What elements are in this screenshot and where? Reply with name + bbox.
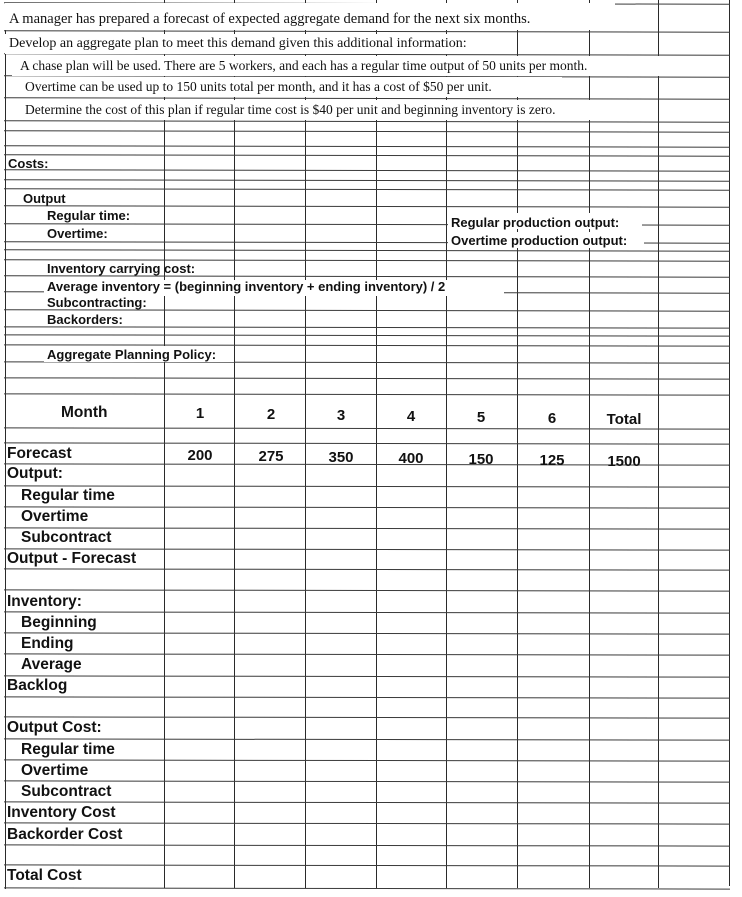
total-cost-label: Total Cost (7, 867, 82, 884)
grid-horizontal-line (4, 696, 730, 698)
aggregate-planning-policy-label: Aggregate Planning Policy: (47, 347, 217, 362)
total-header: Total (606, 411, 642, 428)
grid-horizontal-line (4, 145, 730, 147)
grid-horizontal-line (4, 154, 730, 156)
cost-subcontract-label: Subcontract (21, 783, 112, 800)
inventory-cost-label: Inventory Cost (7, 804, 116, 821)
grid-vertical-line (164, 0, 165, 888)
grid-horizontal-line (4, 179, 730, 181)
grid-vertical-line (305, 0, 306, 888)
costs-output-label: Output (23, 191, 66, 206)
month-3: 3 (336, 407, 346, 424)
month-header: Month (61, 404, 108, 421)
grid-horizontal-line (4, 506, 730, 508)
grid-horizontal-line (4, 887, 730, 889)
forecast-month-5: 150 (468, 451, 494, 468)
grid-horizontal-line (4, 442, 730, 444)
forecast-month-1: 200 (187, 447, 213, 464)
cost-regular-time-label: Regular time (21, 741, 115, 758)
costs-title: Costs: (8, 156, 49, 171)
inventory-average-label: Average (21, 656, 82, 673)
grid-horizontal-line (4, 822, 730, 824)
subcontracting-label: Subcontracting: (47, 295, 147, 310)
output-minus-forecast-label: Output - Forecast (7, 550, 137, 567)
grid-horizontal-line (4, 249, 730, 251)
month-4: 4 (406, 408, 416, 425)
grid-horizontal-line (4, 653, 730, 655)
costs-overtime-label: Overtime: (47, 226, 108, 241)
grid-horizontal-line (4, 130, 730, 132)
grid-horizontal-line (4, 611, 730, 613)
grid-horizontal-line (4, 864, 730, 866)
cost-overtime-label: Overtime (21, 762, 89, 779)
inventory-beginning-label: Beginning (21, 614, 97, 631)
grid-horizontal-line (4, 393, 730, 395)
month-1: 1 (195, 405, 205, 422)
output-overtime-label: Overtime (21, 508, 89, 525)
grid-horizontal-line (4, 120, 730, 122)
forecast-label: Forecast (7, 445, 72, 462)
costs-regular-time-label: Regular time: (47, 208, 131, 223)
overtime-production-output-label: Overtime production output: (451, 233, 628, 248)
grid-horizontal-line (4, 632, 730, 634)
grid-vertical-line (234, 0, 235, 888)
output-cost-label: Output Cost: (7, 719, 102, 736)
grid-horizontal-line (4, 30, 730, 33)
intro-line-5: Determine the cost of this plan if regular time cost is $40 per unit and beginning inventory is zero. (25, 102, 556, 117)
grid-horizontal-line (4, 844, 730, 846)
grid-horizontal-line (4, 780, 730, 782)
output-subcontract-label: Subcontract (21, 529, 112, 546)
grid-horizontal-line (4, 377, 730, 379)
forecast-month-2: 275 (258, 448, 284, 465)
inventory-label: Inventory: (7, 593, 82, 610)
grid-horizontal-line (4, 716, 730, 718)
backorder-cost-label: Backorder Cost (7, 826, 123, 843)
grid-horizontal-line (4, 169, 730, 171)
forecast-total: 1500 (607, 453, 641, 470)
month-2: 2 (266, 406, 276, 423)
forecast-month-3: 350 (328, 449, 354, 466)
forecast-month-6: 125 (539, 452, 565, 469)
grid-vertical-line (5, 3, 6, 889)
forecast-month-4: 400 (398, 450, 424, 467)
grid-horizontal-line (4, 759, 730, 761)
grid-horizontal-line (4, 334, 730, 336)
output-regular-time-label: Regular time (21, 487, 115, 504)
grid-horizontal-line (4, 527, 730, 529)
regular-production-output-label: Regular production output: (451, 215, 620, 230)
grid-horizontal-line (4, 568, 730, 570)
backorders-label: Backorders: (47, 312, 123, 327)
intro-line-3: A chase plan will be used. There are 5 workers, and each has a regular time output of 50 units per month. (20, 58, 588, 73)
intro-line-2: Develop an aggregate plan to meet this demand given this additional information: (9, 36, 467, 51)
month-6: 6 (547, 410, 557, 427)
inventory-ending-label: Ending (21, 635, 74, 652)
intro-line-1: A manager has prepared a forecast of expected aggregate demand for the next six months. (9, 11, 531, 27)
output-label: Output: (7, 465, 63, 482)
month-5: 5 (476, 409, 486, 426)
backlog-label: Backlog (7, 677, 68, 694)
inventory-carrying-cost-label: Inventory carrying cost: (47, 261, 196, 276)
grid-horizontal-line (4, 188, 730, 190)
average-inventory-label: Average inventory = (beginning inventory + ending inventory) / 2 (47, 279, 446, 294)
intro-line-4: Overtime can be used up to 150 units total per month, and it has a cost of $50 per unit. (25, 79, 492, 94)
grid-horizontal-line (4, 675, 730, 677)
grid-horizontal-line (4, 589, 730, 591)
